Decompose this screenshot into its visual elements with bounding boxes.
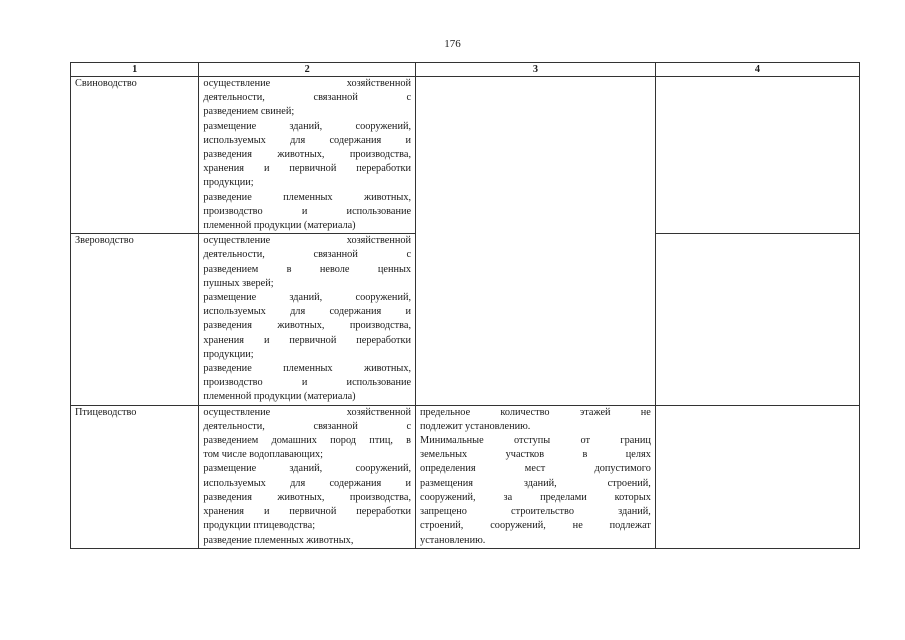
text-line: земельных участков в целях: [420, 449, 651, 461]
text-line: сооружений, за пределами которых: [420, 491, 651, 503]
text-line: размещения зданий, строений,: [420, 477, 651, 489]
table-row: [71, 77, 860, 234]
table-header-row: [71, 63, 860, 77]
text-line: производство и использование: [203, 377, 412, 389]
text-line: размещение зданий, сооружений,: [203, 292, 412, 304]
text-line: строений, сооружений, не подлежат: [420, 520, 651, 532]
text-line: том числе водоплавающих;: [203, 449, 323, 461]
text-line: деятельности, связанной с: [203, 420, 412, 432]
activity-description: [199, 77, 416, 234]
text-line: используемых для содержания и: [203, 134, 412, 146]
text-line: пушных зверей;: [203, 277, 274, 289]
text-line: разведение племенных животных,: [203, 534, 354, 546]
activity-name: Свиноводство: [71, 77, 199, 234]
text-line: осуществление хозяйственной: [203, 235, 412, 247]
text-line: разведением свиней;: [203, 106, 295, 118]
activity-name: Звероводство: [71, 234, 199, 405]
notes-cell: [655, 77, 859, 234]
notes-cell: [655, 405, 859, 548]
text-line: производство и использование: [203, 205, 412, 217]
table-row: [71, 405, 860, 548]
text-line: разведение племенных животных,: [203, 191, 412, 203]
text-line: продукции;: [203, 177, 254, 189]
regulations-table: [70, 62, 860, 549]
text-line: хранения и первичной переработки: [203, 506, 412, 518]
text-line: размещение зданий, сооружений,: [203, 120, 412, 132]
text-line: хранения и первичной переработки: [203, 334, 412, 346]
text-line: разведением в неволе ценных: [203, 263, 412, 275]
header-col-2: 2: [199, 63, 416, 77]
text-line: деятельности, связанной с: [203, 92, 412, 104]
parameters-cell: [416, 405, 656, 548]
text-line: разведения животных, производства,: [203, 149, 412, 161]
text-line: разведением домашних пород птиц, в: [203, 435, 412, 447]
text-line: используемых для содержания и: [203, 306, 412, 318]
text-line: деятельности, связанной с: [203, 249, 412, 261]
text-line: предельное количество этажей не: [420, 406, 651, 418]
page-number: 176: [444, 38, 461, 50]
text-line: разведения животных, производства,: [203, 320, 412, 332]
parameters-cell: [416, 77, 656, 406]
text-line: размещение зданий, сооружений,: [203, 463, 412, 475]
header-col-1: 1: [71, 63, 199, 77]
notes-cell: [655, 234, 859, 405]
text-line: разведение племенных животных,: [203, 363, 412, 375]
activity-description: [199, 405, 416, 548]
text-line: Минимальные отступы от границ: [420, 435, 651, 447]
text-line: продукции птицеводства;: [203, 520, 316, 532]
text-line: осуществление хозяйственной: [203, 78, 412, 89]
text-line: хранения и первичной переработки: [203, 163, 412, 175]
text-line: определения мест допустимого: [420, 463, 651, 475]
text-line: племенной продукции (материала): [203, 391, 356, 403]
text-line: запрещено строительство зданий,: [420, 506, 651, 518]
text-line: осуществление хозяйственной: [203, 406, 412, 418]
text-line: установлению.: [420, 534, 486, 546]
text-line: используемых для содержания и: [203, 477, 412, 489]
text-line: разведения животных, производства,: [203, 491, 412, 503]
text-line: племенной продукции (материала): [203, 220, 356, 232]
text-line: подлежит установлению.: [420, 420, 531, 432]
activity-description: [199, 234, 416, 405]
header-col-4: 4: [655, 63, 859, 77]
text-line: продукции;: [203, 348, 254, 360]
header-col-3: 3: [416, 63, 656, 77]
activity-name: Птицеводство: [71, 405, 199, 548]
